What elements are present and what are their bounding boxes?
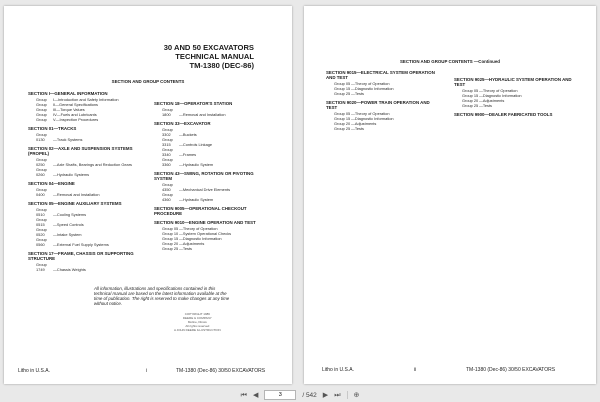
copyright-line: DEERE & COMPANY bbox=[182, 316, 212, 320]
group-item bbox=[334, 126, 442, 131]
group-label: Group 1749 bbox=[36, 262, 47, 272]
contents-column-2 bbox=[154, 101, 272, 255]
group-description: —Tests bbox=[179, 246, 192, 251]
group-description: V—Inspection Procedures bbox=[53, 117, 99, 122]
group-label: Group 4350 bbox=[162, 182, 173, 192]
zoom-icon[interactable]: ⊕ bbox=[353, 391, 360, 399]
section-title: SECTION 9005—OPERATIONAL CHECKOUT PROCEDURE bbox=[154, 206, 247, 216]
publication-notice bbox=[94, 286, 229, 306]
group-description: —Frames bbox=[179, 152, 197, 157]
group-label: Group 1800 bbox=[162, 107, 173, 117]
group-item bbox=[162, 192, 272, 202]
contents-heading: SECTION AND GROUP CONTENTS bbox=[111, 79, 185, 84]
group-label: Group 15 bbox=[334, 86, 351, 91]
group-label: Group 0250 bbox=[36, 157, 47, 167]
group-description: —Removal and Installation bbox=[53, 192, 100, 197]
group-label: Group 25 bbox=[462, 103, 479, 108]
group-label: Group 20 bbox=[162, 241, 179, 246]
group-item bbox=[162, 127, 272, 137]
group-label: Group 0260 bbox=[36, 167, 47, 177]
footer-manual-id: TM-1380 (Dec-86) 30/50 EXCAVATORS bbox=[176, 368, 266, 374]
group-label: Group 3315 bbox=[162, 137, 173, 147]
contents-section bbox=[454, 112, 572, 117]
group-label: Group 20 bbox=[462, 98, 479, 103]
group-item bbox=[162, 147, 272, 157]
group-label: Group 0520 bbox=[36, 227, 47, 237]
contents-section bbox=[454, 77, 572, 108]
group-description: II—General Specifications bbox=[53, 102, 98, 107]
group-item bbox=[162, 107, 272, 117]
group-label: Group bbox=[36, 107, 47, 112]
footer-page-number: i bbox=[146, 368, 148, 374]
right-page bbox=[304, 6, 596, 384]
group-description: —Axle Shafts, Bearings and Reduction Gears bbox=[53, 162, 132, 167]
group-label: Group 25 bbox=[334, 91, 351, 96]
contents-section bbox=[28, 91, 146, 122]
group-item bbox=[162, 246, 272, 251]
group-description: —External Fuel Supply Systems bbox=[53, 242, 109, 247]
group-description: —Diagnostic Information bbox=[179, 236, 222, 241]
copyright-line: Moline, Illinois bbox=[187, 320, 207, 324]
group-item bbox=[36, 157, 146, 167]
copyright-line: All rights reserved bbox=[185, 324, 210, 328]
group-description: —Adjustments bbox=[479, 98, 505, 103]
group-item bbox=[162, 137, 272, 147]
group-label: Group 3340 bbox=[162, 147, 173, 157]
section-title: SECTION 43—SWING, ROTATION OR PIVOTING SYSTEM bbox=[154, 171, 254, 181]
group-description: —Tests bbox=[351, 91, 364, 96]
section-title: SECTION 33—EXCAVATOR bbox=[154, 121, 211, 126]
toolbar-divider bbox=[347, 391, 348, 399]
group-description: —Buckets bbox=[179, 132, 197, 137]
group-label: Group bbox=[36, 102, 47, 107]
contents-column-2 bbox=[454, 77, 572, 121]
skip-last-icon[interactable]: ⏭ bbox=[334, 391, 341, 399]
group-description: IV—Fuels and Lubricants bbox=[53, 112, 97, 117]
footer-litho: Litho in U.S.A. bbox=[322, 367, 354, 373]
contents-section bbox=[28, 201, 146, 247]
contents-continued-heading: SECTION AND GROUP CONTENTS —Continued bbox=[399, 59, 500, 64]
group-item bbox=[36, 227, 146, 237]
group-item bbox=[36, 237, 146, 247]
group-label: Group bbox=[36, 112, 47, 117]
section-title: SECTION 02—AXLE AND SUSPENSION SYSTEMS (PROPEL) bbox=[28, 146, 133, 156]
group-description: —Chassis Weights bbox=[53, 267, 86, 272]
group-item bbox=[162, 182, 272, 192]
copyright-block bbox=[174, 312, 221, 332]
group-label: Group 05 bbox=[462, 88, 479, 93]
group-item bbox=[462, 103, 572, 108]
manual-title-line-1: 30 AND 50 EXCAVATORS bbox=[163, 43, 254, 52]
page-number-input[interactable] bbox=[264, 390, 296, 400]
group-description: —Theory of Operation bbox=[179, 226, 218, 231]
contents-section bbox=[154, 101, 272, 117]
group-description: —Theory of Operation bbox=[479, 88, 518, 93]
group-description: —Adjustments bbox=[351, 121, 377, 126]
contents-section bbox=[154, 121, 272, 167]
group-description: —Theory of Operation bbox=[351, 111, 390, 116]
group-item bbox=[36, 117, 146, 122]
contents-section bbox=[28, 251, 146, 272]
group-item bbox=[36, 262, 146, 272]
contents-section bbox=[326, 100, 442, 131]
group-label: Group 3302 bbox=[162, 127, 173, 137]
group-description: —Mechanical Drive Elements bbox=[179, 187, 231, 192]
group-label: Group 05 bbox=[334, 111, 351, 116]
group-item bbox=[36, 207, 146, 217]
manual-title-line-3: TM-1380 (DEC-86) bbox=[189, 61, 254, 70]
group-description: —Tests bbox=[351, 126, 364, 131]
section-title: SECTION 04—ENGINE bbox=[28, 181, 75, 186]
group-description: —Theory of Operation bbox=[351, 81, 390, 86]
notice-line: technical manual are based on the latest information available at the bbox=[94, 291, 227, 296]
group-description: —Cooling Systems bbox=[53, 212, 87, 217]
prev-page-icon[interactable]: ◀ bbox=[252, 391, 259, 399]
group-description: —Track Systems bbox=[53, 137, 83, 142]
viewer-toolbar bbox=[0, 388, 600, 402]
left-page bbox=[4, 6, 292, 384]
group-description: —Diagnostic Information bbox=[351, 116, 394, 121]
group-item bbox=[36, 187, 146, 197]
group-label: Group 0510 bbox=[36, 207, 47, 217]
notice-line: time of publication. The right is reserved to make changes at any time bbox=[94, 296, 230, 301]
contents-section bbox=[28, 181, 146, 197]
group-label: Group 05 bbox=[334, 81, 351, 86]
group-label: Group 15 bbox=[162, 236, 179, 241]
group-description: —Hydraulic System bbox=[179, 197, 214, 202]
copyright-line: A JOHN DEERE ILLUSTRUCTION bbox=[174, 328, 221, 332]
notice-line: All information, illustrations and specifications contained in this bbox=[94, 286, 216, 291]
section-title: SECTION I—GENERAL INFORMATION bbox=[28, 91, 108, 96]
group-label: Group 0130 bbox=[36, 132, 47, 142]
section-title: SECTION 9020—POWER TRAIN OPERATION AND TEST bbox=[326, 100, 430, 110]
contents-section bbox=[28, 146, 146, 177]
section-title: SECTION 9025—HYDRAULIC SYSTEM OPERATION AND TEST bbox=[454, 77, 572, 87]
group-label: Group 0400 bbox=[36, 187, 47, 197]
group-label: Group 15 bbox=[334, 116, 351, 121]
group-description: —Hydraulic System bbox=[179, 162, 214, 167]
group-description: III—Torque Values bbox=[53, 107, 85, 112]
section-title: SECTION 9015—ELECTRICAL SYSTEM OPERATION AND TEST bbox=[326, 70, 435, 80]
group-description: —System Operational Checks bbox=[179, 231, 232, 236]
footer-litho: Litho in U.S.A. bbox=[18, 368, 50, 374]
section-title: SECTION 01—TRACKS bbox=[28, 126, 77, 131]
group-label: Group bbox=[36, 97, 47, 102]
group-label: Group 25 bbox=[334, 126, 351, 131]
group-description: I—Introduction and Safety Information bbox=[53, 97, 119, 102]
page-total: / 542 bbox=[302, 391, 317, 399]
section-title: SECTION 17—FRAME, CHASSIS OR SUPPORTING STRUCTURE bbox=[28, 251, 134, 261]
contents-section bbox=[154, 220, 272, 251]
skip-first-icon[interactable]: ⏮ bbox=[240, 391, 247, 399]
group-label: Group 15 bbox=[462, 93, 479, 98]
group-description: —Diagnostic Information bbox=[351, 86, 394, 91]
group-item bbox=[36, 167, 146, 177]
group-item bbox=[162, 157, 272, 167]
copyright-line: COPYRIGHT 1986 bbox=[184, 312, 210, 316]
next-page-icon[interactable]: ▶ bbox=[322, 391, 329, 399]
contents-section bbox=[154, 171, 272, 202]
group-description: —Diagnostic Information bbox=[479, 93, 522, 98]
group-label: Group 20 bbox=[334, 121, 351, 126]
group-item bbox=[36, 217, 146, 227]
group-description: —Removal and Installation bbox=[179, 112, 226, 117]
group-description: —Adjustments bbox=[179, 241, 205, 246]
footer-manual-id: TM-1380 (Dec-86) 30/50 EXCAVATORS bbox=[466, 367, 556, 373]
group-label: Group 0560 bbox=[36, 237, 47, 247]
group-description: —Speed Controls bbox=[53, 222, 84, 227]
group-description: —Hydraulic Systems bbox=[53, 172, 90, 177]
group-label: Group 10 bbox=[162, 231, 179, 236]
group-label: Group 05 bbox=[162, 226, 179, 231]
group-label: Group 3360 bbox=[162, 157, 173, 167]
group-label: Group 0515 bbox=[36, 217, 47, 227]
group-label: Group bbox=[36, 117, 47, 122]
section-title: SECTION 18—OPERATOR'S STATION bbox=[154, 101, 233, 106]
section-title: SECTION 05—ENGINE AUXILIARY SYSTEMS bbox=[28, 201, 122, 206]
group-item bbox=[36, 132, 146, 142]
contents-section bbox=[154, 206, 272, 216]
contents-section bbox=[28, 126, 146, 142]
contents-column-1 bbox=[326, 70, 442, 135]
footer-page-number: ii bbox=[414, 367, 417, 373]
group-description: —Controls Linkage bbox=[179, 142, 213, 147]
contents-column-1 bbox=[28, 91, 146, 276]
section-title: SECTION 9010—ENGINE OPERATION AND TEST bbox=[154, 220, 256, 225]
manual-title-line-2: TECHNICAL MANUAL bbox=[175, 52, 254, 61]
group-description: —Tests bbox=[479, 103, 492, 108]
group-item bbox=[334, 91, 442, 96]
section-title: SECTION 9900—DEALER FABRICATED TOOLS bbox=[454, 112, 553, 117]
group-label: Group 4360 bbox=[162, 192, 173, 202]
group-label: Group 25 bbox=[162, 246, 179, 251]
contents-section bbox=[326, 70, 442, 96]
notice-line: without notice. bbox=[94, 301, 123, 306]
group-description: —Intake System bbox=[53, 232, 82, 237]
